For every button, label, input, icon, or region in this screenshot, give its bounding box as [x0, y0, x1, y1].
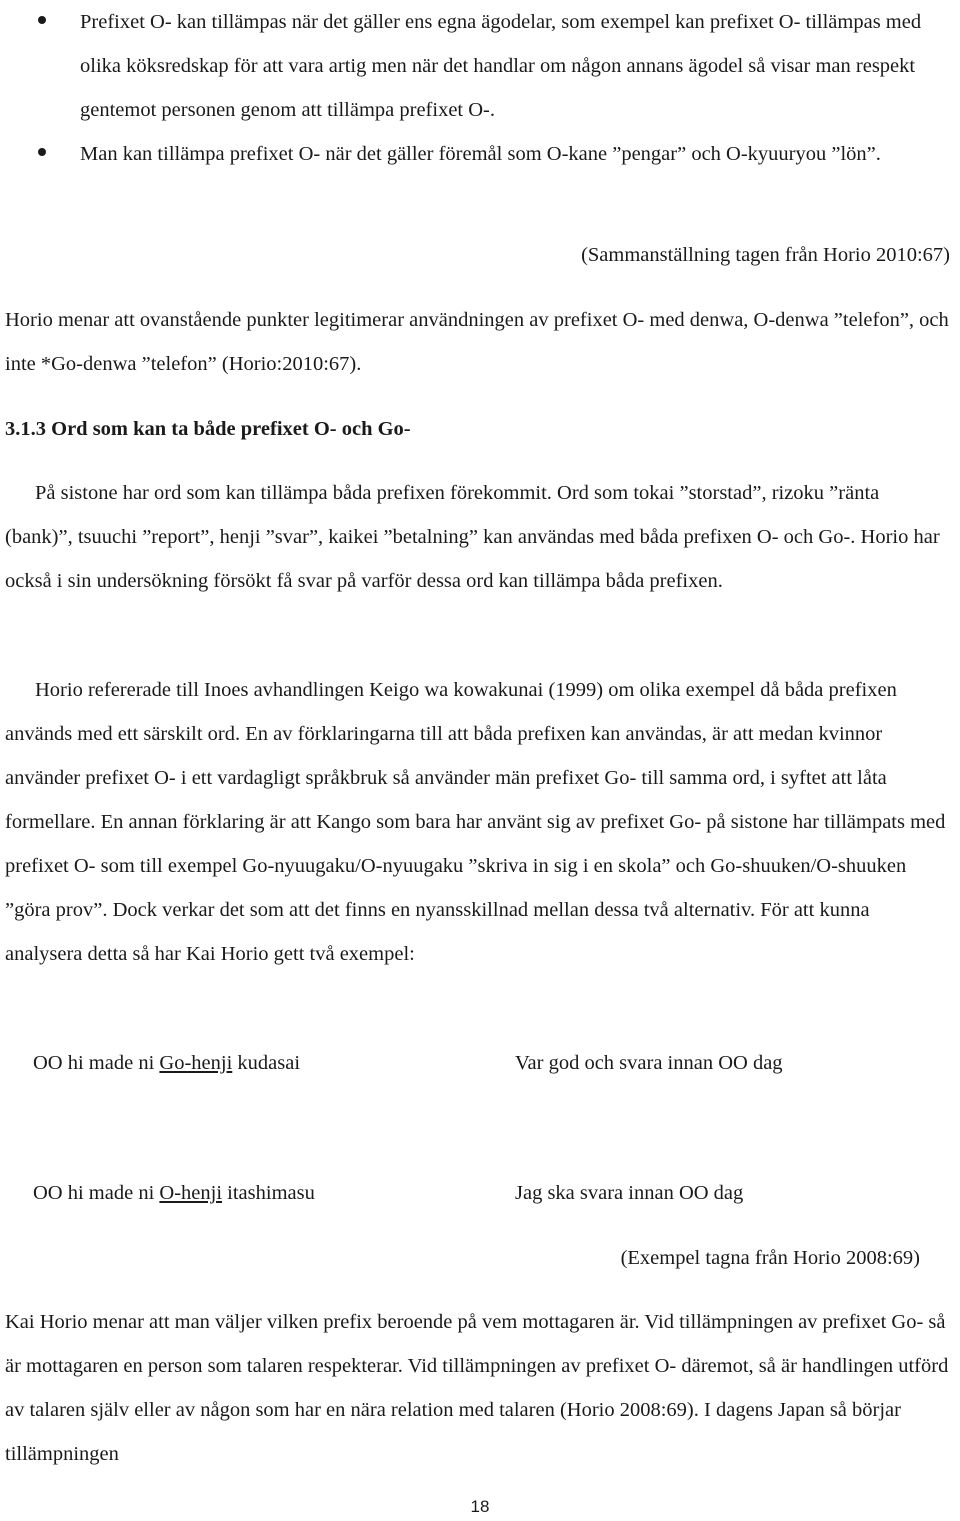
example-japanese: OO hi made ni O-henji itashimasu: [33, 1182, 315, 1204]
example-row: [33, 1048, 933, 1078]
source-note: (Sammanställning tagen från Horio 2010:67): [581, 244, 950, 266]
bullet-icon: [38, 16, 46, 24]
paragraph: Kai Horio menar att man väljer vilken prefix beroende på vem mottagaren är. Vid tillämpningen av prefixet Go- så är mottagaren en person som talaren respekterar. Vid tillämpningen av prefixet O- däremot, så är handlingen utförd av talaren själv eller av någon som har en nära relation med talaren (Horio 2008:69). I dagens Japan så börjar tillämpningen: [5, 1311, 949, 1465]
example-translation: Jag ska svara innan OO dag: [515, 1182, 744, 1204]
list-item: [0, 0, 960, 132]
paragraph: Horio menar att ovanstående punkter legitimerar användningen av prefixet O- med denwa, O-denwa ”telefon”, och inte *Go-denwa ”telefon” (Horio:2010:67).: [5, 309, 949, 375]
bullet-list: [0, 0, 960, 176]
list-item: [0, 132, 960, 176]
example-japanese: OO hi made ni Go-henji kudasai: [33, 1052, 301, 1074]
paragraph: Horio refererade till Inoes avhandlingen Keigo wa kowakunai (1999) om olika exempel då båda prefixen används med ett särskilt ord. En av förklaringarna till att båda prefixen kan användas, är att medan kvinnor använder prefixet O- i ett vardagligt språkbruk så använder män prefixet Go- till samma ord, i syftet att låta formellare. En annan förklaring är att Kango som bara har använt sig av prefixet Go- på sistone har tillämpats med prefixet O- som till exempel Go-nyuugaku/O-nyuugaku ”skriva in sig i en skola” och Go-shuuken/O-shuuken ”göra prov”. Dock verkar det som att det finns en nyansskillnad mellan dessa två alternativ. För att kunna analysera detta så har Kai Horio gett två exempel:: [5, 679, 946, 965]
source-note: (Exempel tagna från Horio 2008:69): [620, 1247, 920, 1269]
bullet-icon: [38, 148, 46, 156]
paragraph: På sistone har ord som kan tillämpa båda prefixen förekommit. Ord som tokai ”storstad”, rizoku ”ränta (bank)”, tsuuchi ”report”, henji ”svar”, kaikei ”betalning” kan användas med båda prefixen O- och Go-. Horio har också i sin undersökning försökt få svar på varför dessa ord kan tillämpa båda prefixen.: [5, 482, 940, 592]
bullet-text: Prefixet O- kan tillämpas när det gäller ens egna ägodelar, som exempel kan prefixet O- tillämpas med olika köksredskap för att vara artig men när det handlar om någon annans ägodel så visar man respekt gentemot personen genom att tillämpa prefixet O-.: [80, 11, 922, 121]
underlined-word: O-henji: [159, 1182, 223, 1204]
underlined-word: Go-henji: [159, 1052, 233, 1074]
example-row: [33, 1178, 933, 1208]
bullet-text: Man kan tillämpa prefixet O- när det gäller föremål som O-kane ”pengar” och O-kyuuryou ”lön”.: [80, 143, 881, 165]
page-number: 18: [470, 1497, 490, 1516]
example-translation: Var god och svara innan OO dag: [515, 1052, 783, 1074]
section-heading: 3.1.3 Ord som kan ta både prefixet O- och Go-: [5, 418, 411, 440]
